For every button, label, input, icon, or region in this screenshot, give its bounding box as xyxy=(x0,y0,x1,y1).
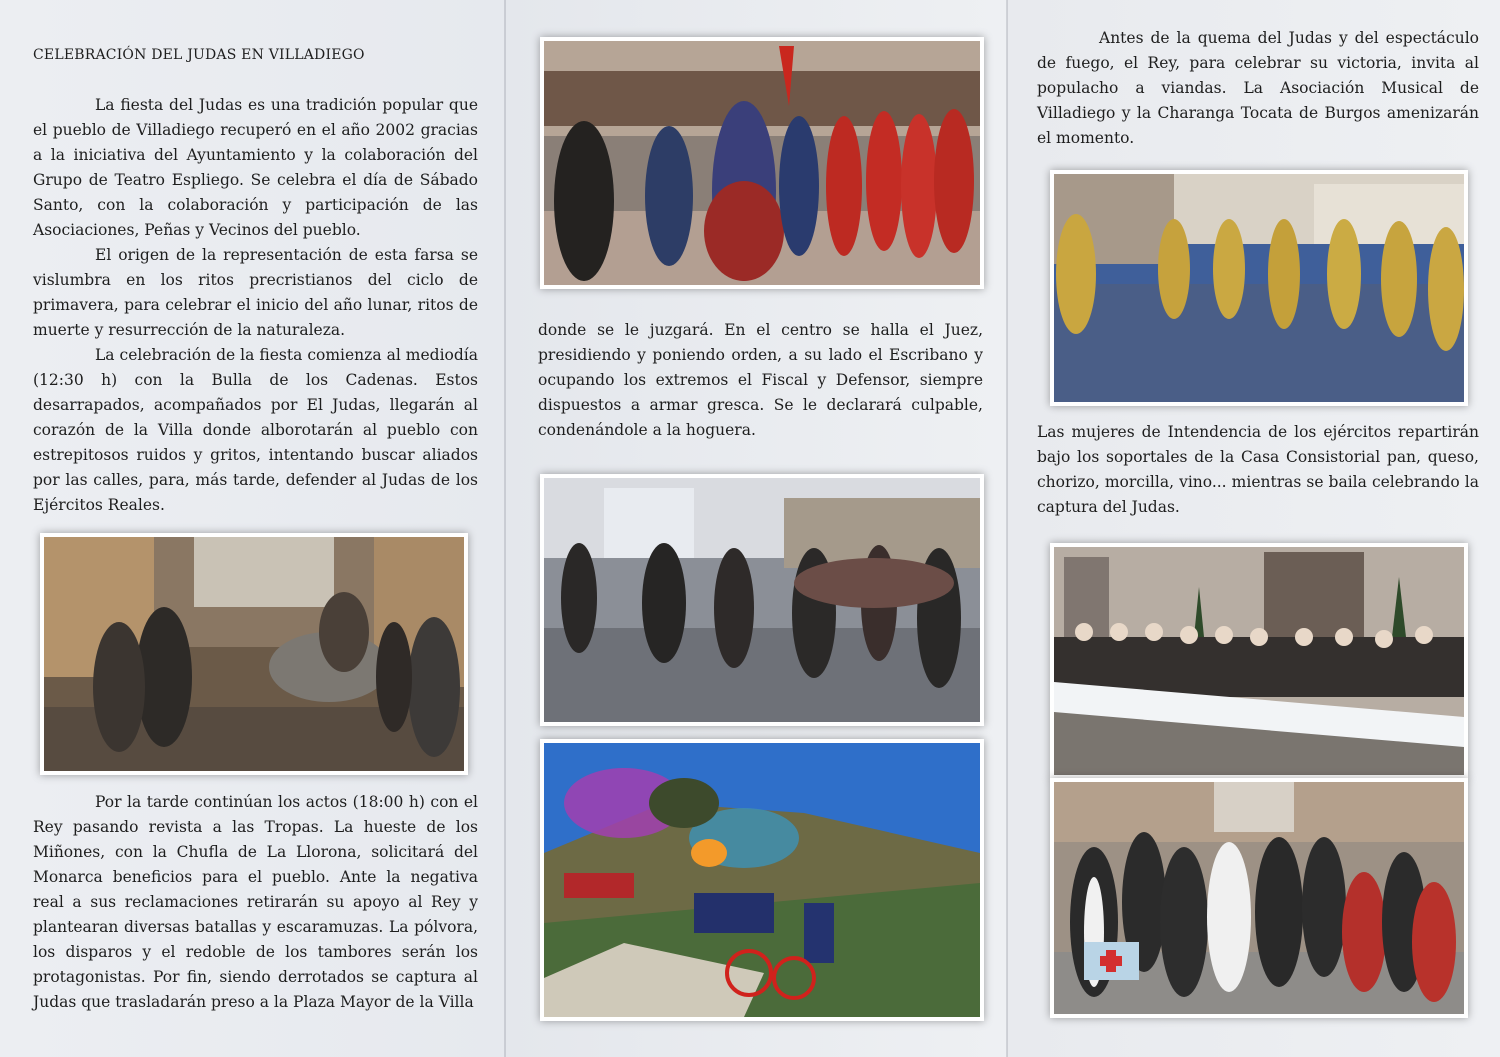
fold-line xyxy=(1006,0,1008,1057)
text-block-intendencia xyxy=(1037,420,1479,520)
photo-women-table xyxy=(1050,543,1468,779)
photo-battle-hill xyxy=(540,739,984,1021)
paragraph: Antes de la quema del Judas y del espectáculo de fuego, el Rey, para celebrar su victoria, invita al populacho a viandas. La Asociación Musical de Villadiego y la Charanga Tocata de Burgos amenizarán el momento. xyxy=(1037,29,1479,147)
text-block-intro xyxy=(33,93,478,518)
photo-minones-plaza xyxy=(540,474,984,726)
page-title: CELEBRACIÓN DEL JUDAS EN VILLADIEGO xyxy=(33,47,365,63)
text-block-afternoon xyxy=(33,790,478,1015)
fold-line xyxy=(504,0,506,1057)
paragraph: Las mujeres de Intendencia de los ejércitos repartirán bajo los soportales de la Casa Consistorial pan, queso, chorizo, morcilla, vino... mientras se baila celebrando la captura del Judas. xyxy=(1037,423,1479,516)
photo-king-troops xyxy=(540,37,984,289)
photo-cadenas-donkey xyxy=(40,533,468,775)
text-block-feast xyxy=(1037,26,1479,151)
paragraph: La fiesta del Judas es una tradición popular que el pueblo de Villadiego recuperó en el año 2002 gracias a la iniciativa del Ayuntamiento y la colaboración del Grupo de Teatro Espliego. Se celebra el día de Sábado Santo, con la colaboración y participación de las Asociaciones, Peñas y Vecinos del pueblo. xyxy=(33,96,478,239)
paragraph: donde se le juzgará. En el centro se halla el Juez, presidiendo y poniendo orden, a su lado el Escribano y ocupando los extremos el Fiscal y Defensor, siempre dispuestos a armar gresca. Se le declarará culpable, condenándole a la hoguera. xyxy=(538,321,983,439)
paragraph: Por la tarde continúan los actos (18:00 h) con el Rey pasando revista a las Tropas. La hueste de los Miñones, con la Chufla de La Llorona, solicitará del Monarca beneficios para el pueblo. Ante la negativa real a sus reclamaciones retirarán su apoyo al Rey y plantearan diversas batallas y escaramuzas. La pólvora, los disparos y el redoble de los tambores serán los protagonistas. Por fin, siendo derrotados se captura al Judas que trasladarán preso a la Plaza Mayor de la Villa xyxy=(33,793,478,1011)
photo-music-band xyxy=(1050,170,1468,406)
photo-nurses xyxy=(1050,778,1468,1018)
text-block-trial xyxy=(538,318,983,443)
paragraph: La celebración de la fiesta comienza al mediodía (12:30 h) con la Bulla de los Cadenas. Estos desarrapados, acompañados por El Judas, llegarán al corazón de la Villa donde alborotarán al pueblo con estrepitosos ruidos y gritos, intentando buscar aliados por las calles, para, más tarde, defender al Judas de los Ejércitos Reales. xyxy=(33,346,478,514)
paragraph: El origen de la representación de esta farsa se vislumbra en los ritos precristianos del ciclo de primavera, para celebrar el inicio del año lunar, ritos de muerte y resurrección de la naturaleza. xyxy=(33,246,478,339)
